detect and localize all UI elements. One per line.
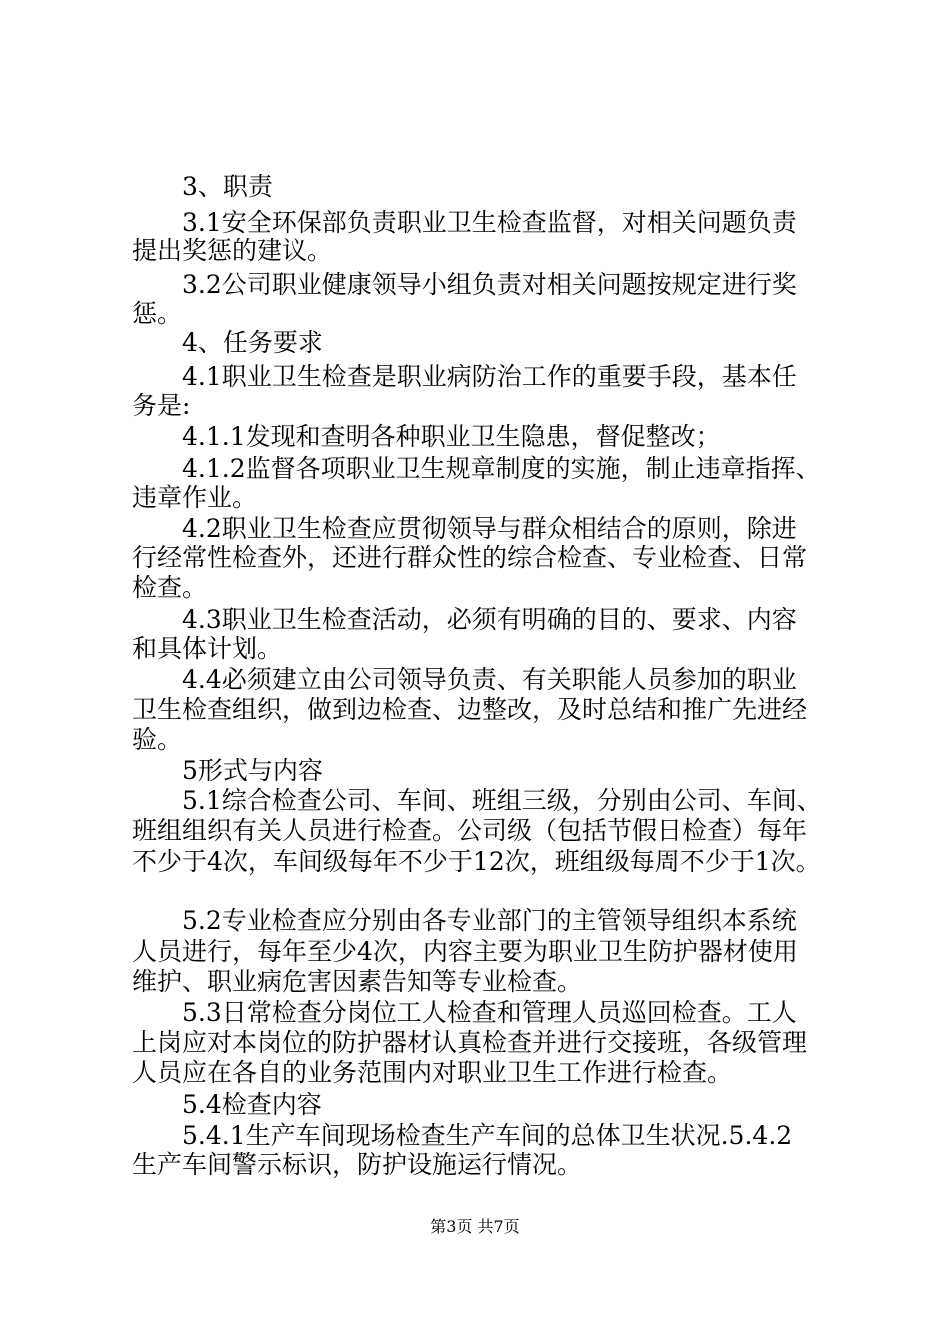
- paragraph-line: 不少于4次，车间级每年不少于12次，班组级每周不少于1次。: [132, 847, 821, 876]
- paragraph-line: 和具体计划。: [132, 634, 283, 663]
- paragraph-line: 检查。: [132, 573, 208, 602]
- paragraph-line: 4.1.1发现和查明各种职业卫生隐患，督促整改；: [132, 422, 721, 451]
- paragraph-line: 维护、职业病危害因素告知等专业检查。: [132, 967, 583, 996]
- page-number-footer: 第3页 共7页: [430, 1217, 520, 1236]
- paragraph-line: 班组组织有关人员进行检查。公司级（包括节假日检查）每年: [132, 816, 808, 845]
- paragraph-line: 3.2公司职业健康领导小组负责对相关问题按规定进行奖: [132, 270, 797, 299]
- paragraph-line: 5.3日常检查分岗位工人检查和管理人员巡回检查。工人: [132, 998, 797, 1027]
- paragraph-line: 5.4.1生产车间现场检查生产车间的总体卫生状况.5.4.2: [132, 1121, 793, 1150]
- heading-task-requirements: 4、任务要求: [132, 328, 323, 357]
- paragraph-line: 5.1综合检查公司、车间、班组三级，分别由公司、车间、: [132, 786, 822, 815]
- paragraph-line: 卫生检查组织，做到边检查、边整改，及时总结和推广先进经: [132, 695, 808, 724]
- paragraph-line: 上岗应对本岗位的防护器材认真检查并进行交接班，各级管理: [132, 1028, 808, 1057]
- paragraph-line: 违章作业。: [132, 483, 258, 512]
- paragraph-line: 4.4必须建立由公司领导负责、有关职能人员参加的职业: [132, 665, 797, 694]
- paragraph-line: 4.1.2监督各项职业卫生规章制度的实施，制止违章指挥、: [132, 454, 821, 483]
- heading-duties: 3、职责: [132, 172, 273, 201]
- paragraph-line: 行经常性检查外，还进行群众性的综合检查、专业检查、日常: [132, 543, 808, 572]
- paragraph-line: 人员进行，每年至少4次，内容主要为职业卫生防护器材使用: [132, 937, 798, 966]
- paragraph-line: 4.2职业卫生检查应贯彻领导与群众相结合的原则，除进: [132, 514, 797, 543]
- heading-form-and-content: 5形式与内容: [132, 756, 323, 785]
- heading-inspection-content: 5.4检查内容: [132, 1090, 322, 1119]
- paragraph-line: 4.3职业卫生检查活动，必须有明确的目的、要求、内容: [132, 605, 797, 634]
- paragraph-line: 4.1职业卫生检查是职业病防治工作的重要手段，基本任: [132, 362, 797, 391]
- paragraph-line: 惩。: [132, 299, 183, 328]
- paragraph-line: 生产车间警示标识，防护设施运行情况。: [132, 1150, 583, 1179]
- paragraph-line: 验。: [132, 725, 183, 754]
- paragraph-line: 提出奖惩的建议。: [132, 236, 333, 265]
- paragraph-line: 3.1安全环保部负责职业卫生检查监督，对相关问题负责: [132, 208, 797, 237]
- paragraph-line: 人员应在各自的业务范围内对职业卫生工作进行检查。: [132, 1058, 733, 1087]
- paragraph-line: 务是:: [132, 391, 191, 420]
- paragraph-line: 5.2专业检查应分别由各专业部门的主管领导组织本系统: [132, 906, 797, 935]
